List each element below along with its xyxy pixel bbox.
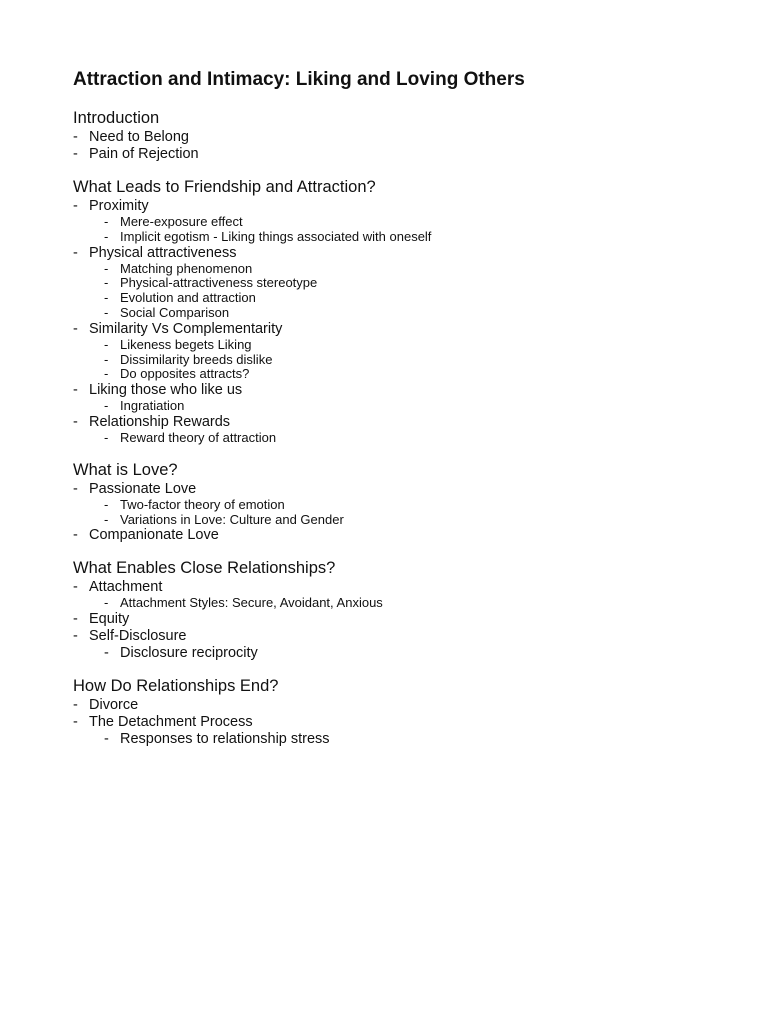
list-item-label: Similarity Vs Complementarity	[89, 320, 283, 337]
sub-list-item	[104, 596, 748, 611]
sub-list-item-label: Physical-attractiveness stereotype	[120, 275, 318, 291]
sub-list-item	[104, 262, 748, 277]
list-item	[73, 198, 748, 215]
list-item	[73, 481, 748, 498]
bullet-dash: -	[73, 714, 78, 731]
section-heading: Introduction	[73, 109, 160, 127]
bullet-dash: -	[104, 398, 109, 414]
bullet-dash: -	[104, 511, 109, 527]
bullet-dash: -	[73, 480, 78, 497]
bullet-dash: -	[73, 244, 78, 261]
item-list	[73, 198, 748, 446]
list-item	[73, 697, 748, 714]
bullet-dash: -	[73, 628, 78, 645]
list-item-label: Physical attractiveness	[89, 244, 237, 261]
bullet-dash: -	[104, 351, 109, 367]
list-item-label: Companionate Love	[89, 527, 219, 544]
list-item-label: Liking those who like us	[89, 382, 243, 399]
section-heading: What is Love?	[73, 460, 178, 479]
list-item	[73, 611, 748, 628]
bullet-dash: -	[104, 275, 109, 291]
bullet-dash: -	[104, 731, 109, 748]
bullet-dash: -	[73, 697, 78, 714]
sub-list-item-label: Dissimilarity breeds dislike	[120, 351, 273, 367]
bullet-dash: -	[73, 382, 78, 399]
bullet-dash: -	[104, 228, 109, 244]
sub-list-item	[104, 367, 748, 382]
outline-section	[73, 675, 748, 748]
item-list	[73, 697, 748, 748]
sub-item-list	[73, 596, 748, 611]
sub-list-item-label: Attachment Styles: Secure, Avoidant, Anxious	[120, 595, 383, 611]
list-item	[73, 245, 748, 262]
document-page	[73, 66, 748, 761]
list-item-label: Proximity	[89, 198, 149, 214]
sub-list-item-label: Matching phenomenon	[120, 260, 253, 276]
outline-section	[73, 107, 748, 163]
sub-list-item	[104, 338, 748, 353]
bullet-dash: -	[73, 579, 78, 596]
sub-list-item	[104, 731, 748, 748]
item-list	[73, 579, 748, 662]
sub-list-item-label: Implicit egotism - Liking things associated with oneself	[120, 228, 432, 244]
sub-list-item	[104, 399, 748, 414]
sub-list-item	[104, 306, 748, 321]
sub-list-item-label: Evolution and attraction	[120, 290, 256, 306]
sub-list-item	[104, 498, 748, 513]
bullet-dash: -	[104, 366, 109, 382]
bullet-dash: -	[73, 611, 78, 628]
list-item-label: Attachment	[89, 579, 163, 596]
bullet-dash: -	[73, 527, 78, 544]
bullet-dash: -	[104, 336, 109, 352]
list-item-label: The Detachment Process	[89, 714, 253, 731]
bullet-dash: -	[104, 290, 109, 306]
sub-list-item-label: Likeness begets Liking	[120, 336, 252, 352]
bullet-dash: -	[73, 320, 78, 337]
sub-list-item-label: Reward theory of attraction	[120, 429, 277, 445]
bullet-dash: -	[104, 260, 109, 276]
bullet-dash: -	[104, 304, 109, 320]
sub-item-list	[73, 399, 748, 414]
sub-list-item-label: Two-factor theory of emotion	[120, 496, 285, 512]
list-item	[73, 628, 748, 645]
bullet-dash: -	[104, 645, 109, 662]
sub-item-list	[73, 645, 748, 662]
sub-list-item	[104, 215, 748, 230]
sub-item-list	[73, 262, 748, 321]
outline	[73, 107, 748, 748]
sub-list-item-label: Disclosure reciprocity	[120, 645, 258, 662]
sub-list-item-label: Social Comparison	[120, 304, 230, 320]
sub-item-list	[73, 338, 748, 382]
bullet-dash: -	[104, 214, 109, 229]
sub-list-item	[104, 276, 748, 291]
item-list	[73, 129, 748, 163]
sub-list-item	[104, 291, 748, 306]
bullet-dash: -	[73, 129, 78, 145]
sub-list-item-label: Do opposites attracts?	[120, 366, 250, 382]
sub-list-item	[104, 645, 748, 662]
list-item	[73, 129, 748, 146]
bullet-dash: -	[73, 413, 78, 430]
sub-list-item	[104, 230, 748, 245]
sub-list-item-label: Variations in Love: Culture and Gender	[120, 511, 344, 527]
list-item	[73, 414, 748, 431]
list-item-label: Passionate Love	[89, 480, 197, 497]
list-item-label: Need to Belong	[89, 129, 189, 145]
list-item	[73, 527, 748, 544]
list-item-label: Divorce	[89, 697, 139, 714]
sub-list-item	[104, 353, 748, 368]
sub-item-list	[73, 731, 748, 748]
sub-list-item	[104, 513, 748, 528]
list-item-label: Equity	[89, 611, 130, 628]
sub-item-list	[73, 215, 748, 245]
bullet-dash: -	[104, 496, 109, 512]
sub-item-list	[73, 431, 748, 446]
sub-list-item	[104, 431, 748, 446]
sub-item-list	[73, 498, 748, 528]
list-item-label: Self-Disclosure	[89, 628, 187, 645]
section-heading: How Do Relationships End?	[73, 677, 279, 696]
document-title: Attraction and Intimacy: Liking and Loving Others	[73, 69, 525, 90]
list-item-label: Relationship Rewards	[89, 413, 231, 430]
list-item	[73, 382, 748, 399]
sub-list-item-label: Responses to relationship stress	[120, 731, 330, 748]
list-item	[73, 579, 748, 596]
section-heading: What Leads to Friendship and Attraction?	[73, 178, 376, 196]
outline-section	[73, 176, 748, 446]
bullet-dash: -	[73, 198, 78, 214]
list-item-label: Pain of Rejection	[89, 146, 199, 162]
bullet-dash: -	[104, 595, 109, 611]
item-list	[73, 481, 748, 545]
bullet-dash: -	[104, 429, 109, 445]
sub-list-item-label: Mere-exposure effect	[120, 214, 243, 229]
outline-section	[73, 557, 748, 662]
list-item	[73, 714, 748, 731]
sub-list-item-label: Ingratiation	[120, 398, 185, 414]
section-heading: What Enables Close Relationships?	[73, 559, 336, 578]
outline-section	[73, 459, 748, 545]
bullet-dash: -	[73, 146, 78, 162]
list-item	[73, 321, 748, 338]
list-item	[73, 146, 748, 163]
